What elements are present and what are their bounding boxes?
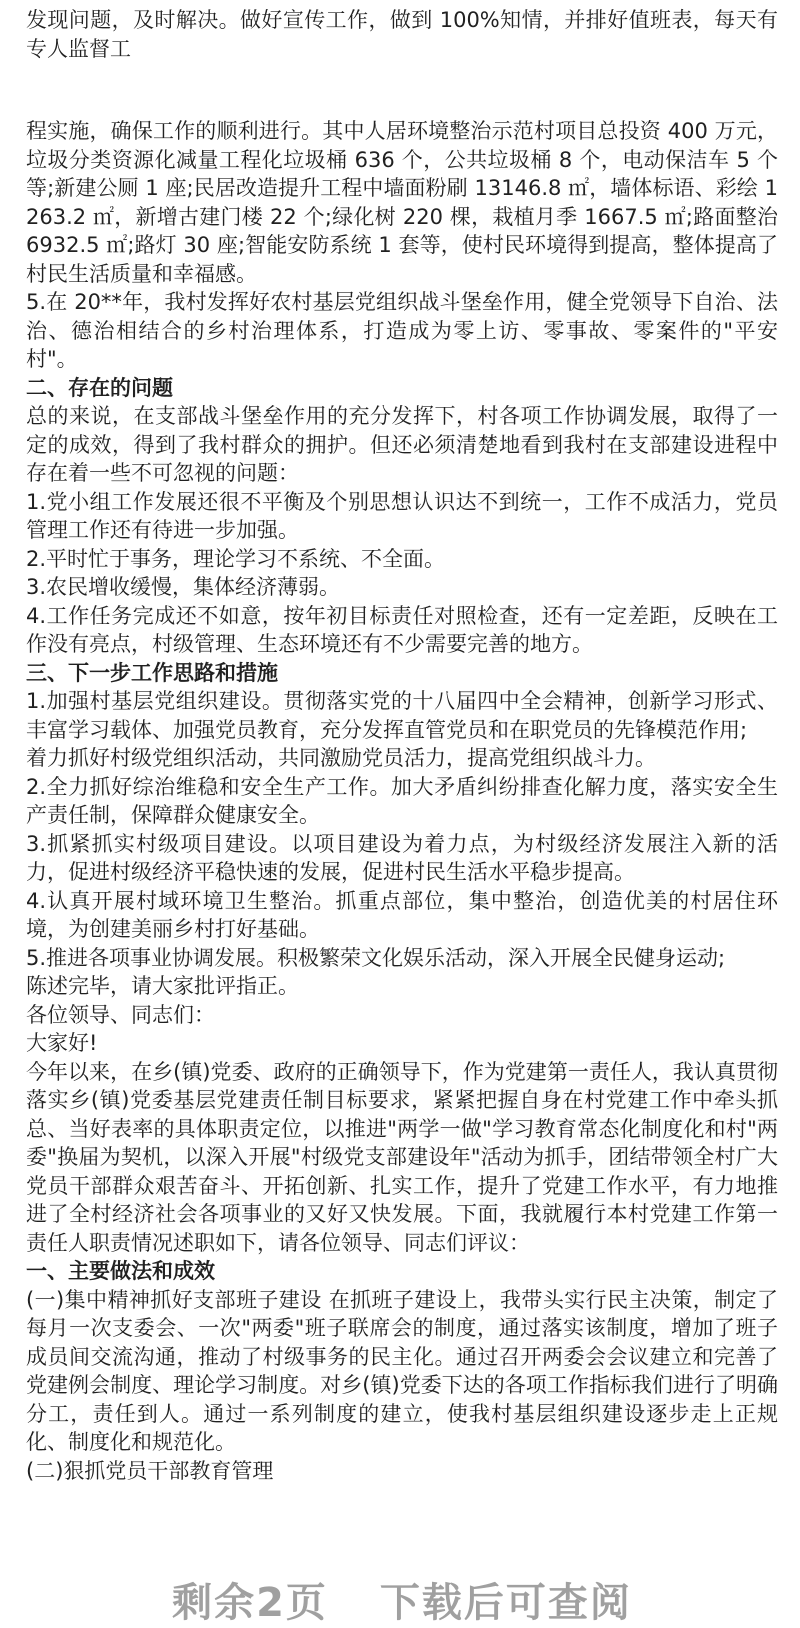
section-heading-main-practices: 一、主要做法和成效 [26, 1259, 215, 1283]
paragraph: 各位领导、同志们： [26, 1002, 215, 1027]
paragraph: 4.工作任务完成还不如意，按年初目标责任对照检查，还有一定差距，反映在工作没有亮点，村级管理、生态环境还有不少需要完善的地方。 [26, 603, 778, 656]
paragraph: 5.在 20**年，我村发挥好农村基层党组织战斗堡垒作用，健全党领导下自治、法治、德治相结合的乡村治理体系，打造成为零上访、零事故、零案件的"平安村"。 [26, 290, 778, 371]
download-hint-label: 下载后可查阅 [379, 1580, 632, 1626]
paragraph: (二)狠抓党员干部教育管理 [26, 1458, 274, 1483]
paragraph: 今年以来，在乡(镇)党委、政府的正确领导下，作为党建第一责任人，我认真贯彻落实乡(镇)党委基层党建责任制目标要求，紧紧把握自身在村党建工作中牵头抓总、当好表率的具体职责定位，以推进"两学一做"学习教育常态化制度化和村"两委"换届为契机，以深入开展"村级党支部建设年"活动为抓手，团结带领全村广大党员干部群众艰苦奋斗、开拓创新、扎实工作，提升了党建工作水平，有力地推进了全村经济社会各项事业的又好又快发展。下面，我就履行本村党建工作第一责任人职责情况述职如下，请各位领导、同志们评议： [26, 1059, 778, 1255]
paragraph: 2.平时忙于事务，理论学习不系统、不全面。 [26, 546, 446, 571]
paragraph: 3.农民增收缓慢，集体经济薄弱。 [26, 575, 341, 599]
remaining-pages-banner [26, 1571, 778, 1628]
section-heading-problems: 二、存在的问题 [26, 375, 173, 400]
paragraph: 3.抓紧抓实村级项目建设。以项目建设为着力点，为村级经济发展注入新的活力，促进村级经济平稳快速的发展，促进村民生活水平稳步提高。 [26, 831, 778, 884]
paragraph: 发现问题，及时解决。做好宣传工作，做到 100%知情，并排好值班表，每天有专人监督工 [26, 8, 778, 61]
section-heading-next-steps: 三、下一步工作思路和措施 [26, 660, 278, 685]
paragraph: 1.加强村基层党组织建设。贯彻落实党的十八届四中全会精神，创新学习形式、丰富学习载体、加强党员教育，充分发挥直管党员和在职党员的先锋模范作用; [26, 689, 778, 742]
paragraph: 5.推进各项事业协调发展。积极繁荣文化娱乐活动，深入开展全民健身运动; [26, 945, 726, 970]
paragraph: 程实施，确保工作的顺利进行。其中人居环境整治示范村项目总投资 400 万元，垃圾分类资源化减量工程化垃圾桶 636 个，公共垃圾桶 8 个，电动保洁车 5 个等;新建公厕 1 座;民居改造提升工程中墙面粉刷 13146.8 ㎡，墙体标语、彩绘 1263.2 ㎡，新增古建门楼 22 个;绿化树 220 棵，栽植月季 1667.5 ㎡;路面整治 6932.5 ㎡;路灯 30 座;智能安防系统 1 套等，使村民环境得到提高，整体提高了村民生活质量和幸福感。 [26, 119, 778, 286]
paragraph: (一)集中精神抓好支部班子建设 在抓班子建设上，我带头实行民主决策，制定了每月一次支委会、一次"两委"班子联席会的制度，通过落实该制度，增加了班子成员间交流沟通，推动了村级事务的民主化。通过召开两委会会议建立和完善了党建例会制度、理论学习制度。对乡(镇)党委下达的各项工作指标我们进行了明确分工，责任到人。通过一系列制度的建立，使我村基层组织建设逐步走上正规化、制度化和规范化。 [26, 1287, 778, 1454]
paragraph: 大家好! [26, 1031, 98, 1055]
paragraph: 4.认真开展村域环境卫生整治。抓重点部位，集中整治，创造优美的村居住环境，为创建美丽乡村打好基础。 [26, 888, 778, 941]
content-gap [26, 63, 778, 117]
paragraph: 1.党小组工作发展还很不平衡及个别思想认识达不到统一，工作不成活力，党员管理工作还有待进一步加强。 [26, 489, 778, 542]
paragraph: 着力抓好村级党组织活动，共同激励党员活力，提高党组织战斗力。 [26, 746, 656, 770]
paragraph: 陈述完毕，请大家批评指正。 [26, 974, 299, 998]
paragraph: 总的来说，在支部战斗堡垒作用的充分发挥下，村各项工作协调发展，取得了一定的成效，得到了我村群众的拥护。但还必须清楚地看到我村在支部建设进程中存在着一些不可忽视的问题： [26, 404, 778, 485]
remaining-pages-label: 剩余2页 [172, 1580, 328, 1626]
paragraph: 2.全力抓好综治维稳和安全生产工作。加大矛盾纠纷排查化解力度，落实安全生产责任制，保障群众健康安全。 [26, 774, 778, 827]
